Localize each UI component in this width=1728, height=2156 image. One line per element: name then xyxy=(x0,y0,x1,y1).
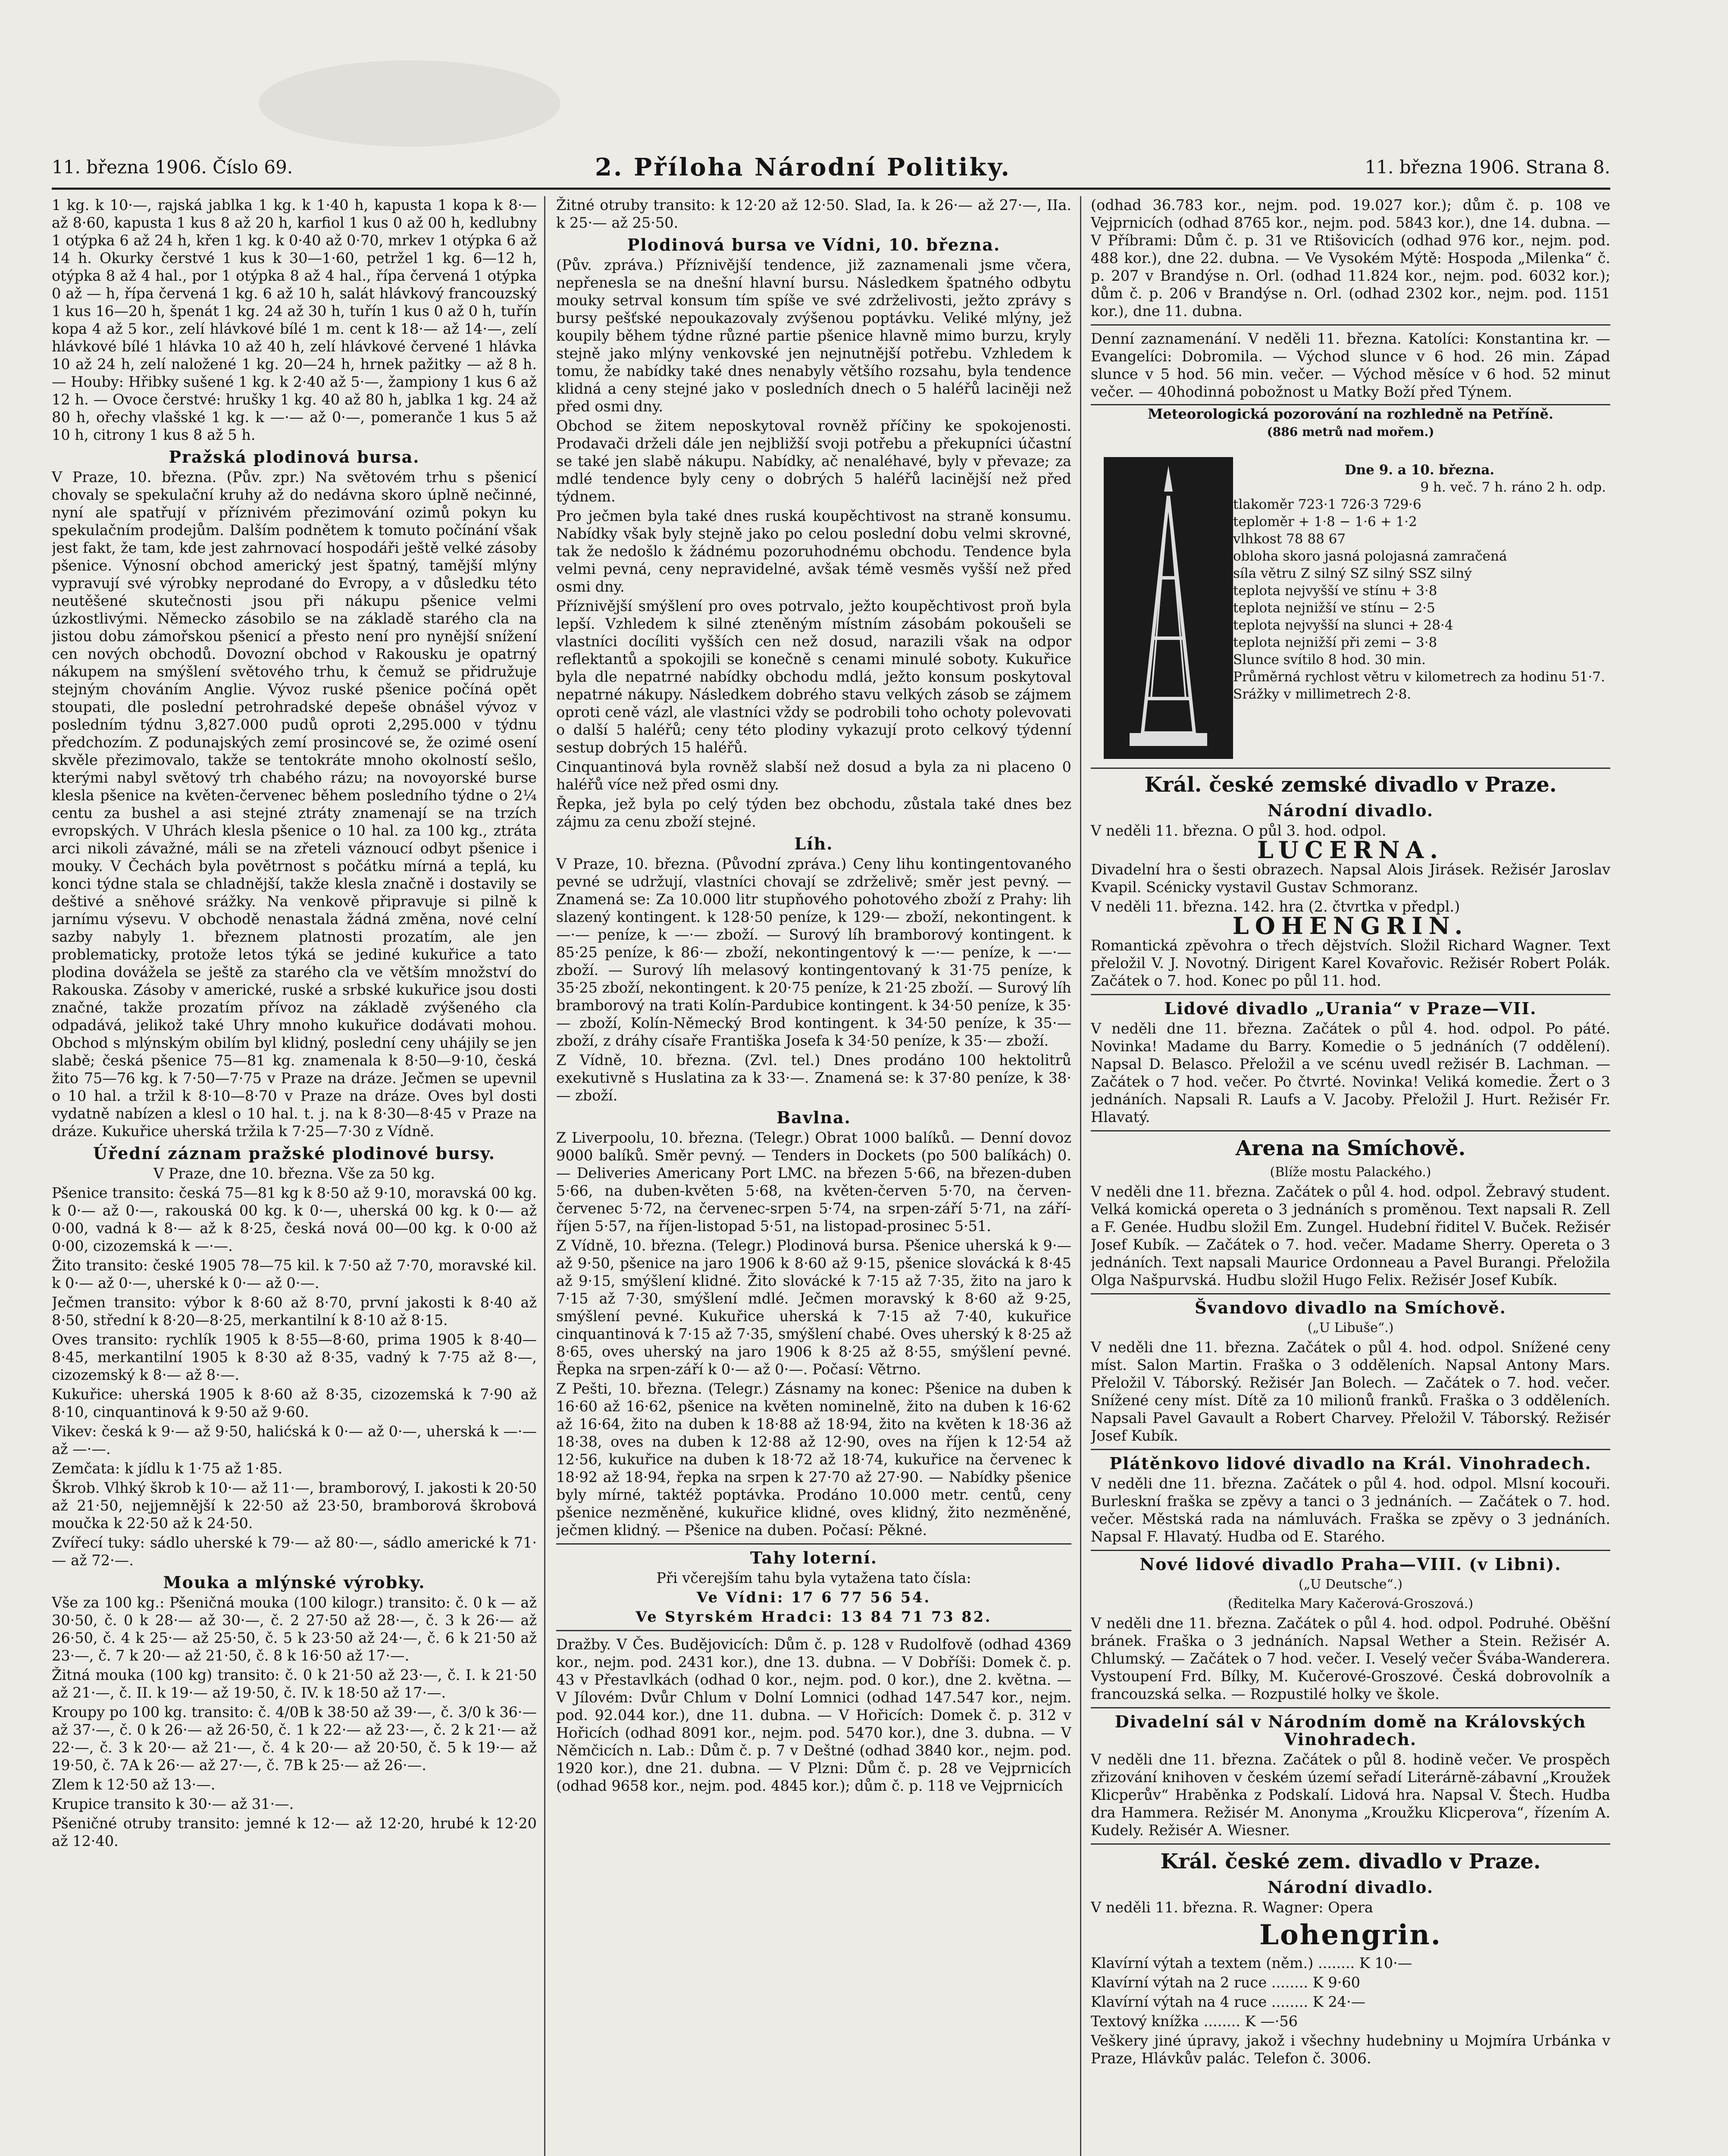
article-text: Z Vídně, 10. března. (Zvl. tel.) Dnes prodáno 100 hektolitrů exekutivně s Huslatina za k 33·—. Znamená se: k 37·80 peníze, k 38·— zboží. xyxy=(556,1052,1071,1104)
theatre-title: Divadelní sál v Národním domě na Královských Vinohradech. xyxy=(1114,1712,1587,1749)
weather-row: teplota nejvyšší ve stínu + 3·8 xyxy=(1233,583,1437,599)
divider xyxy=(1091,994,1610,995)
article-text: Příznivější smýšlení pro oves potrvalo, ježto koupěchtivost proň byla lepší. Vzhledem k silné zteněným místním zásobám pokoušeli se vlastníci docíliti vyšších cen než dosud, narazili však na odpor reflektantů a spokojili se konečně s cenami minulé soboty. Kukuřice byla dle nepatrné nabídky obchodu mdlá, ježto konsum poskytoval nepatrné nákupy. Následkem dobrého stavu velkých zásob se zájmem oproti ceně vázl, ale vlastníci vždy se podrobili toho ochoty polevovati o další 5 haléřů; ceny této plodiny vykazují proto celkový týdenní sestup dobrých 15 haléřů. xyxy=(556,598,1071,756)
article-text: Obchod se žitem neposkytoval rovněž příčiny ke spokojenosti. Prodavači drželi dále jen nejbližší svoji potřebu a překupníci účastní se také jen slabě nákupu. Nabídky, ač nenaléhavé, byly v převaze; za mdlé tendence byly ceny o dobrých 5 haléřů lacinější než před týdnem. xyxy=(556,417,1071,505)
section-heading: Tahy loterní. xyxy=(750,1548,878,1567)
advert-opera-title: Lohengrin. xyxy=(1259,1919,1442,1951)
weather-box xyxy=(1091,404,1610,769)
performance-details: V neděli dne 11. března. Začátek o půl 4. hod. odpol. Snížené ceny míst. Salon Martin. Fraška o 3 odděleních. Napsal Antony Mars. Přeložil V. Táborský. Režisér Jan Bolech. — Začátek o 7. hod. večer. Snížené ceny míst. Dítě za 10 milionů franků. Fraška o 3 odděleních. Napsali Pavel Gavault a Robert Charvey. Přeložil V. Táborský. Režisér Josef Kubík. xyxy=(1091,1339,1610,1444)
price-entry: Kukuřice: uherská 1905 k 8·60 až 8·35, cizozemská k 7·90 až 8·10, cinquantinová k 9·50 až 9·60. xyxy=(52,1386,537,1420)
weather-row: tlakoměr 723·1 726·3 729·6 xyxy=(1233,497,1421,512)
header-date-page: 11. března 1906. Strana 8. xyxy=(1365,157,1610,178)
section-heading: Bavlna. xyxy=(776,1108,851,1127)
article-text: Z Pešti, 10. března. (Telegr.) Zásnamy na konec: Pšenice na duben k 16·60 až 16·62, pšenice na květen nominelně, žito na duben k 16·62 až 16·64, žito na duben k 18·88 až 18·94, žito na květen k 18·36 až 18·38, oves na duben k 12·88 až 12·90, oves na říjen k 12·54 až 12·56, kukuřice na duben k 18·72 až 18·74, kukuřice na červenec k 18·92 až 18·94, řepka na srpen k 27·70 až 27·90. — Nabídky pšenice byly mírné, taktéž poptávka. Prodáno 10.000 metr. centů, ceny pšenice nezměněné, kukuřice klidné, oves klidný, žito nezměněné, ječmen klidný. — Pšenice na duben. Počasí: Pěkné. xyxy=(556,1380,1071,1539)
column-2 xyxy=(556,196,1071,2156)
weather-columns: 9 h. več. 7 h. ráno 2 h. odp. xyxy=(1420,479,1606,495)
divider xyxy=(1091,1707,1610,1708)
daily-notes: Denní zaznamenání. V neděli 11. března. Katolíci: Konstantina kr. — Evangelíci: Dobromila. — Východ slunce v 6 hod. 26 min. Západ slunce v 5 hod. 56 min. večer. — Východ měsíce v 6 hod. 52 minut večer. — 40hodinná pobožnost u Matky Boží před Týnem. xyxy=(1091,330,1610,400)
price-entry: Žito transito: české 1905 78—75 kil. k 7·50 až 7·70, moravské kil. k 0·— až 0·—, uherské k 0·— až 0·—. xyxy=(52,1257,537,1291)
theatre-subtitle: Národní divadlo. xyxy=(1267,801,1434,820)
divider xyxy=(1091,1449,1610,1450)
column-divider xyxy=(544,196,545,2156)
auction-listings: (odhad 36.783 kor., nejm. pod. 19.027 kor.); dům č. p. 108 ve Vejprnicích (odhad 8765 kor., nejm. pod. 5843 kor.), dne 14. dubna. — V Příbrami: Dům č. p. 31 ve Rtišovicích (odhad 976 kor., nejm. pod. 488 kor.), dne 22. dubna. — Ve Vysokém Mýtě: Hospoda „Milenka“ č. p. 207 v Brandýse n. Orl. (odhad 11.824 kor., nejm. pod. 6032 kor.); dům č. p. 206 v Brandýse n. Orl. (odhad 2302 kor., nejm. pod. 1151 kor.), dne 11. dubna. xyxy=(1091,197,1610,320)
theatre-title: Lidové divadlo „Urania“ v Praze—VII. xyxy=(1164,999,1537,1018)
price-entry: Zvířecí tuky: sádlo uherské k 79·— až 80·—, sádlo americké k 71·— až 72·—. xyxy=(52,1534,537,1569)
price-entry: Žitná mouka (100 kg) transito: č. 0 k 21·50 až 23·—, č. I. k 21·50 až 21·—, č. II. k 19·— až 19·50, č. IV. k 18·50 až 17·—. xyxy=(52,1667,537,1701)
theatre-subtitle: (Ředitelka Mary Kačerová-Groszová.) xyxy=(1227,1596,1474,1611)
price-entry: Vše za 100 kg.: Pšeničná mouka (100 kilogr.) transito: č. 0 k — až 30·50, č. 0 k 28·— až 30·—, č. 2 27·50 až 28·—, č. 3 k 26·— až 26·50, č. 4 k 25·— až 25·50, č. 5 k 23·50 až 24·—, č. 6 k 21·50 až 23·—, č. 7 k 20·— až 21·50, č. 8 k 16·50 až 17·—. xyxy=(52,1594,537,1664)
header-publication-title: 2. Příloha Národní Politiky. xyxy=(595,153,1011,182)
divider xyxy=(1091,1293,1610,1294)
article-text: (Pův. zpráva.) Příznivější tendence, již zaznamenali jsme včera, nepřenesla se na dnešní hlavní bursu. Následkem špatného odbytu mouky setrval konsum tím spíše ve své zdrželivosti, ježto zprávy s bursy pešťské nepoukazovaly zvýšenou poptávku. Veliké mlýny, jež koupily během týdne různé partie pšenice hlavně mimo burzu, kryly stejně jako mlýny venkovské jen nejnutnější potřebu. Vzhledem k tomu, že nabídky také dnes nenabyly většího rozsahu, byla tendence klidná a ceny stejné jako v posledních dnech o 5 haléřů laciněji než před osmi dny. xyxy=(556,257,1071,415)
article-text: Pro ječmen byla také dnes ruská koupěchtivost na straně konsumu. Nabídky však byly stejně jako po celou poslední dobu velmi skrovné, tak že nedošlo k žádnému pozoruhodnému obchodu. Tendence byla velmi pevná, ceny nepravidelné, avšak témě vesměs vyšší než před osmi dny. xyxy=(556,508,1071,595)
divider xyxy=(556,1543,1071,1545)
weather-row: Slunce svítilo 8 hod. 30 min. xyxy=(1233,652,1426,667)
advert-subtitle: Národní divadlo. xyxy=(1267,1877,1434,1897)
performance-date: V neděli 11. března. O půl 3. hod. odpol. xyxy=(1091,822,1387,839)
column-3 xyxy=(1091,196,1610,2156)
theatre-title: Nové lidové divadlo Praha—VIII. (v Libni). xyxy=(1139,1554,1562,1574)
column-1 xyxy=(52,196,537,2156)
theatre-title: Král. české zemské divadlo v Praze. xyxy=(1144,773,1557,797)
theatre-subtitle: (Blíže mostu Palackého.) xyxy=(1270,1165,1431,1180)
advert-price-line: Klavírní výtah a textem (něm.) ........ K 10·— xyxy=(1091,1955,1412,1971)
advert-title: Král. české zem. divadlo v Praze. xyxy=(1160,1849,1541,1874)
weather-subtitle: (886 metrů nad mořem.) xyxy=(1267,425,1434,439)
play-title: LOHENGRIN. xyxy=(1232,912,1469,940)
article-text: V Praze, 10. března. (Pův. zpr.) Na světovém trhu s pšenicí chovaly se spekulační kruhy až do nedávna skoro úplně nečinné, nyní ale spatřují v příznivém přezimování ozimů pokyn ku spekulačním prodejům. Dalším podnětem k tomuto počínání však jest fakt, že tam, kde jest zahrnovací hospodáři ještě velké zásoby pšenice. Výnosní obchod americký jest špatný, tamější mlýny vypravují své výrobky neprodané do Evropy, a v důsledku této neutěšené skutečnosti jsou při nákupu pšenice velmi úzkostlivými. Německo zásobilo se na základě starého cla na jistou dobu zámořskou pšenicí a přesto není pro nynější snížení cen nových obchodů. Dovozní obchod v Rakousku je opatrný nákupem na smýšlení světového trhu, k čemuž se přidružuje stejným chováním Anglie. Vývoz ruské pšenice počíná opět stoupati, dle poslední petrohradské depeše obnášel vývoz v posledním týdnu 3,827.000 pudů oproti 2,295.000 v týdnu předchozím. Z podunajských zemí prosincové se, že ozimé osení skvěle přezimovalo, takže se tentokráte mnoho okolností sešlo, kterými nabyl světový trh chabého rázu; na novoyorské burse klesla pšenice na květen-červenec během posledního týdne o 2¼ centu za bushel a asi stejné ztráty znamenají se na trzích evropských. V Uhrách klesla pšenice o 10 hal. za 100 kg., ztráta arci nikoli závažné, máli se na zřeteli váznoucí odbyt pšenice i mouky. V Čechách byla povětrnost s počátku mírná a teplá, ku konci týdne stala se chladnější, takže klesla značně i dostavily se deštivé a sněhové srážky. Na venkově připravuje si pilně k jarnímu výsevu. V obchodě nenastala žádná změna, nové celní sazby nabyly 1. březnem platnosti prozatím, ale jen problematicky, protože letos týká se jediné kukuřice a tato plodina dovážela se ještě za starého cla ve větším množství do Rakouska. Zásoby v americké, ruské a srbské kukuřice jsou dosti značné, takže prozatím přívoz na základě zvýšeného cla odpadává, jelikož také Uhry mnoho kukuřice dodávati mohou. Obchod s mlýnským obilím byl klidný, poslední ceny uhájily se jen slabě; česká pšenice 75—81 kg. znamenala k 8·50—9·10, česká žito 75—76 kg. k 7·50—7·75 v Praze na dráze. Ječmen se upevnil o 10 hal. a tržil k 8·10—8·70 v Praze na dráze. Oves byl dosti vydatně nabízen a klesl o 10 hal. t. j. na k 8·30—8·45 v Praze na dráze. Kukuřice uherská tržila k 7·25—7·30 z Vídně. xyxy=(52,469,537,1140)
weather-row: Srážky v millimetrech 2·8. xyxy=(1233,686,1412,702)
price-entry: Vikev: česká k 9·— až 9·50, halićská k 0·— až 0·—, uherská k —·— až —·—. xyxy=(52,1423,537,1457)
theatre-subtitle: („U Libuše“.) xyxy=(1307,1320,1394,1335)
article-text: Z Vídně, 10. března. (Telegr.) Plodinová bursa. Pšenice uherská k 9·— až 9·50, pšenice na jaro 1906 k 8·60 až 9·15, pšenice slovácká k 8·45 až 9·15, smýšlení klidné. Žito slovácké k 7·15 až 7·35, žito na jaro k 7·15 až 7·30, smýšlení mdlé. Ječmen moravský k 8·60 až 9·25, smýšlení pevné. Kukuřice uherská k 7·15 až 7·40, kukuřice cinquantinová k 7·15 až 7·35, smýšlení chabé. Oves uherský k 8·25 až 8·65, oves uherský na jaro 1906 k 8·25 až 8·55, smýšlení pevné. Řepka na srpen-září k 0·— až 0·—. Počasí: Větrno. xyxy=(556,1237,1071,1378)
weather-row: teplota nejvyšší na slunci + 28·4 xyxy=(1233,617,1453,633)
weather-row: Průměrná rychlost větru v kilometrech za hodinu 51·7. xyxy=(1233,669,1605,685)
price-entry: Krupice transito k 30·— až 31·—. xyxy=(52,1796,294,1812)
theatre-title: Plátěnkovo lidové divadlo na Král. Vinohradech. xyxy=(1109,1454,1592,1473)
advert-date: V neděli 11. března. R. Wagner: Opera xyxy=(1091,1899,1373,1916)
price-entry: Žitné otruby transito: k 12·20 až 12·50. Slad, Ia. k 26·— až 27·—, IIa. k 25·— až 25·50. xyxy=(556,197,1071,231)
article-text: Z Liverpoolu, 10. března. (Telegr.) Obrat 1000 balíků. — Denní dovoz 9000 balíků. Směr pevný. — Tenders in Dockets (po 500 balíkách) 0. — Deliveries Americany Port LMC. na březen 5·66, na březen-duben 5·66, na duben-květen 5·68, na květen-červen 5·70, na červen-červenec 5·72, na červenec-srpen 5·74, na srpen-září 5·71, na září-říjen 5·57, na říjen-listopad 5·51, na listopad-prosinec 5·51. xyxy=(556,1129,1071,1235)
performance-details: V neděli dne 11. března. Začátek o půl 4. hod. odpol. Žebravý student. Velká komická opereta o 3 jednáních s proměnou. Text napsali R. Zell a F. Genée. Hudbu složil Em. Zungel. Hudební řiditel V. Buček. Režisér Josef Kubík. — Začátek o 7. hod. večer. Madame Sherry. Opereta o 3 jednáních. Text napsali Maurice Ordonneau a Pavel Burangi. Přeložila Olga Našpurvská. Hudbu složil Hugo Felix. Režisér Josef Kubík. xyxy=(1091,1183,1610,1288)
price-entry: Pšenice transito: česká 75—81 kg k 8·50 až 9·10, moravská 00 kg. k 0·— až 0·—, rakouská 00 kg. k 0·—, uherská 00 kg. k 0·— až 0·00, vadná k 8·— až k 8·25, česká nová 00—00 kg. k 0·00 až 0·00, cizozemská k —·—. xyxy=(52,1185,537,1254)
divider xyxy=(556,1630,1071,1631)
price-entry: Kroupy po 100 kg. transito: č. 4/0B k 38·50 až 39·—, č. 3/0 k 36·— až 37·—, č. 0 k 26·— až 26·50, č. 1 k 22·— až 23·—, č. 2 k 21·— až 22·—, č. 3 k 20·— až 21·—, č. 4 k 20·— až 20·50, č. 5 k 19·— až 19·50, č. 7A k 26·— až 27·—, č. 7B k 25·— až 26·—. xyxy=(52,1704,537,1774)
advert-price-line: Textový knížka ........ K —·56 xyxy=(1091,2013,1298,2030)
section-heading: Pražská plodinová bursa. xyxy=(169,447,420,467)
weather-row: teplota nejnižší při zemi − 3·8 xyxy=(1233,635,1437,650)
divider xyxy=(1091,1550,1610,1551)
lottery-numbers: Ve Vídni: 17 6 77 56 54. xyxy=(696,1589,931,1606)
section-heading: Mouka a mlýnské výrobky. xyxy=(163,1573,426,1592)
petrin-tower-icon xyxy=(1104,457,1233,759)
column-divider xyxy=(1080,196,1081,2156)
paper-stain xyxy=(259,60,560,147)
divider xyxy=(1091,324,1610,326)
header-date-issue: 11. března 1906. Číslo 69. xyxy=(52,157,293,178)
divider xyxy=(1091,1843,1610,1845)
weather-row: teploměr + 1·8 − 1·6 + 1·2 xyxy=(1233,514,1417,530)
price-entry: Škrob. Vlhký škrob k 10·— až 11·—, bramborový, I. jakosti k 20·50 až 21·50, nejjemnější k 22·50 až 23·50, bramborová škrobová moučka k 22·50 až k 24·50. xyxy=(52,1479,537,1532)
market-prices-text: 1 kg. k 10·—, rajská jablka 1 kg. k 1·40 h, kapusta 1 kopa k 8·— až 8·60, kapusta 1 kus 8 až 20 h, karfiol 1 kus 0 až 00 h, kedlubny 1 otýpka 6 až 24 h, křen 1 kg. k 0·40 až 0·70, mrkev 1 otýpka 6 až 14 h. Okurky čerstvé 1 kus k 30—1·60, petržel 1 kg. 6—12 h, otýpka 8 až 4 hal., por 1 otýpka 8 až 4 hal., řípa červená 1 otýpka 0 až — h, řípa červená 1 kg. 6 až 10 h, salát hlávkový francouzský 1 kus 16—20 h, špenát 1 kg. 24 až 30 h, tuřín 1 kus 0 až 0 h, tuřín kopa 4 až 5 kor., zelí hlávkové bílé 1 m. cent k 18·— až 14·—, zelí hlávkové bílé 1 hlávka 10 až 40 h, zelí hlávkové červené 1 hlávka 10 až 24 h, zelí naložené 1 kg. 20—24 h, hrnek pažitky — až 8 h. — Houby: Hřibky sušené 1 kg. k 2·40 až 5·—, žampiony 1 kus 6 až 12 h. — Ovoce čerstvé: hrušky 1 kg. 40 až 80 h, jablka 1 kg. 24 až 80 h, ořechy vlašské 1 kg. k —·— až 0·—, pomeranče 1 kus 5 až 10 h, citrony 1 kus 8 až 5 h. xyxy=(52,197,537,443)
price-entry: Zlem k 12·50 až 13·—. xyxy=(52,1776,216,1793)
theatre-subtitle: („U Deutsche“.) xyxy=(1298,1577,1403,1592)
lottery-numbers: Ve Styrském Hradci: 13 84 71 73 82. xyxy=(635,1608,992,1625)
section-heading: Líh. xyxy=(794,834,833,853)
price-entry: Ječmen transito: výbor k 8·60 až 8·70, první jakosti k 8·40 až 8·50, střední k 8·20—8·25, merkantilní k 8·10 až 8·15. xyxy=(52,1294,537,1329)
weather-title: Meteorologická pozorování na rozhledně na Petříně. xyxy=(1147,406,1554,422)
theatre-title: Švandovo divadlo na Smíchově. xyxy=(1195,1298,1506,1317)
article-text: V Praze, dne 10. března. Vše za 50 kg. xyxy=(153,1165,435,1182)
performance-details: V neděli dne 11. března. Začátek o půl 4. hod. odpol. Podruhé. Oběšní bránek. Fraška o 3 jednáních. Napsal Wether a Stein. Režisér A. Chlumský. — Začátek o 7 hod. večer. I. Veselý večer Švába-Wanderera. Vystoupení Frd. Bílky, M. Kučerové-Groszové. Česká dobrovolník a francouzská selka. — Rozpustilé holky ve škole. xyxy=(1091,1615,1610,1702)
price-entry: Oves transito: rychlík 1905 k 8·55—8·60, prima 1905 k 8·40—8·45, merkantilní 1905 k 8·30 až 8·35, vadný k 7·75 až 8·—, cizozemský k 8·— až 8·—. xyxy=(52,1331,537,1383)
weather-row: teplota nejnižší ve stínu − 2·5 xyxy=(1233,600,1435,616)
performance-details: V neděli dne 11. března. Začátek o půl 4. hod. odpol. Mlsní kocouři. Burleskní fraška se zpěvy a tanci o 3 jednáních. — Začátek o 7. hod. večer. Městská rada na námluvách. Fraška se zpěvy o 3 jednáních. Napsal F. Hlavatý. Hudba od E. Starého. xyxy=(1091,1475,1610,1545)
page-header xyxy=(52,153,1610,190)
theatre-title: Arena na Smíchově. xyxy=(1235,1136,1466,1160)
weather-row: vlhkost 78 88 67 xyxy=(1233,531,1346,547)
section-heading: Plodinová bursa ve Vídni, 10. března. xyxy=(627,235,1001,254)
performance-details: V neděli dne 11. března. Začátek o půl 4. hod. odpol. Po páté. Novinka! Madame du Barry. Komedie o 5 jednáních (7 oddělení). Napsal D. Belasco. Přeložil a ve scénu uvedl režisér B. Lachman. — Začátek o 7 hod. večer. Po čtvrté. Novinka! Veliká komedie. Žert o 3 jednáních. Napsali R. Laufs a V. Jacoby. Přeložil J. Hurt. Režisér Fr. Hlavatý. xyxy=(1091,1020,1610,1125)
performance-date: V neděli 11. března. 142. hra (2. čtvrtka v předpl.) xyxy=(1091,898,1460,915)
advert-price-line: Klavírní výtah na 4 ruce ........ K 24·— xyxy=(1091,1993,1366,2010)
weather-row: obloha skoro jasná polojasná zamračená xyxy=(1233,548,1507,564)
divider xyxy=(1091,1130,1610,1131)
auction-listings: Dražby. V Čes. Budějovicích: Dům č. p. 128 v Rudolfově (odhad 4369 kor., nejm. pod. 2431 kor.), dne 13. dubna. — V Dobříši: Domek č. p. 43 v Přestavlkách (odhad 0 kor., nejm. pod. 0 kor.), dne 2. května. — V Jílovém: Dvůr Chlum v Dolní Lomnici (odhad 147.547 kor., nejm. pod. 92.044 kor.), dne 11. dubna. — V Hořicích: Domek č. p. 312 v Hořicích (odhad 8091 kor., nejm. pod. 5470 kor.), dne 3. dubna. — V Němčicích n. Lab.: Dům č. p. 7 v Deštné (odhad 3840 kor., nejm. pod. 1920 kor.), dne 21. dubna. — V Plzni: Dům č. p. 28 ve Vejprnicích (odhad 9658 kor., nejm. pod. 4845 kor.); dům č. p. 118 ve Vejprnicích xyxy=(556,1636,1071,1794)
play-title: LUCERNA. xyxy=(1257,836,1444,864)
article-text: Řepka, jež byla po celý týden bez obchodu, zůstala také dnes bez zájmu za cenu zboží stejné. xyxy=(556,796,1071,830)
price-entry: Zemčata: k jídlu k 1·75 až 1·85. xyxy=(52,1460,283,1477)
performance-details: Divadelní hra o šesti obrazech. Napsal Alois Jirásek. Režisér Jaroslav Kvapil. Scénicky vystavil Gustav Schmoranz. xyxy=(1091,861,1610,896)
weather-row: síla větru Z silný SZ silný SSZ silný xyxy=(1233,566,1472,581)
performance-details: V neděli dne 11. března. Začátek o půl 8. hodině večer. Ve prospěch zřizování knihoven v českém území seřadí Literárně-zábavní „Kroužek Klicperův“ Hraběnka z Podskalí. Lidová hra. Napsal V. Štech. Hudba dra Hammera. Režisér M. Anonyma „Kroužku Klicperova“, řízením A. Kudely. Režisér A. Wiesner. xyxy=(1091,1751,1610,1839)
article-text: Cinquantinová byla rovněž slabší než dosud a byla za ni placeno 0 haléřů více než před osmi dny. xyxy=(556,758,1071,793)
performance-details: Romantická zpěvohra o třech dějstvích. Složil Richard Wagner. Text přeložil V. J. Novotný. Dirigent Karel Kovařovic. Režisér Robert Polák. Začátek o 7. hod. Konec po půl 11. hod. xyxy=(1091,937,1610,989)
weather-dates: Dne 9. a 10. března. xyxy=(1344,462,1495,478)
price-entry: Pšeničné otruby transito: jemné k 12·— až 12·20, hrubé k 12·20 až 12·40. xyxy=(52,1815,537,1849)
advert-text: Veškery jiné úpravy, jakož i všechny hudebniny u Mojmíra Urbánka v Praze, Hlávkův palác. Telefon č. 3006. xyxy=(1091,2032,1610,2067)
advert-price-line: Klavírní výtah na 2 ruce ........ K 9·60 xyxy=(1091,1974,1360,1991)
lottery-intro: Při včerejším tahu byla vytažena tato čísla: xyxy=(656,1570,971,1586)
section-heading: Úřední záznam pražské plodinové bursy. xyxy=(93,1144,495,1163)
weather-data xyxy=(1233,461,1606,703)
article-text: V Praze, 10. března. (Původní zpráva.) Ceny lihu kontingentovaného pevné se udržují, vlastníci chovají se zdrželivě; směr jest pevný. — Znamená se: Za 10.000 litr stupňového pohotového zboží z Prahy: lih slazený kontingent. k 128·50 peníze, k 129·— zboží, nekontingent. k —·— peníze, k —·— zboží. — Surový líh bramborový kontingent. k 85·25 peníze, k 86·— zboží, nekontingentový k —·— peníze, k —·— zboží. — Surový líh melasový kontingentovaný k 31·75 peníze, k 35·25 zboží, nekontingent. k 20·75 peníze, k 21·25 zboží. — Surový líh bramborový na trati Kolín-Pardubice kontingent. k 34·50 peníze, k 35·— zboží, Kolín-Německý Brod kontingent. k 34·50 peníze, k 35·— zboží, z dráhy císaře Františka Josefa k 34·50 peníze, k 35·— zboží. xyxy=(556,856,1071,1049)
